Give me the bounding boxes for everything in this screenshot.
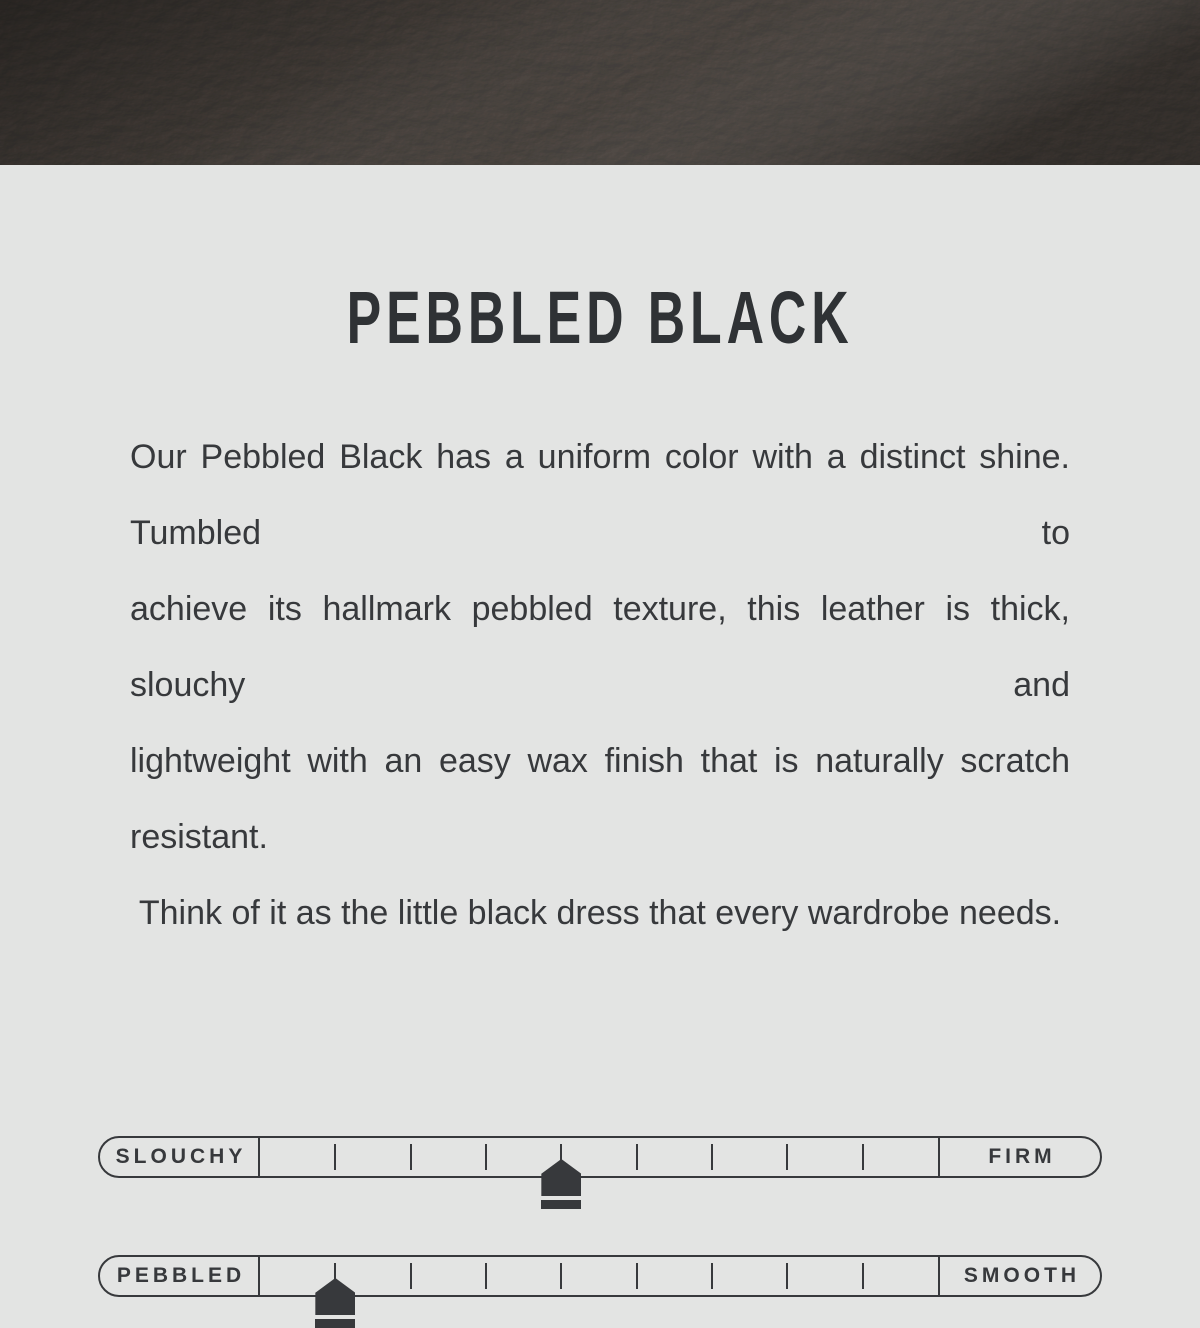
scale-right-label: SMOOTH: [938, 1257, 1100, 1295]
marker-head-icon: [541, 1159, 581, 1196]
tick-mark: [862, 1263, 864, 1289]
description-line: Our Pebbled Black has a uniform color with a distinct shine. Tumbled to: [130, 438, 1070, 552]
page-title-text: PEBBLED BLACK: [346, 276, 854, 359]
tick-mark: [485, 1263, 487, 1289]
tick-mark: [786, 1144, 788, 1170]
scale-bar: [98, 1255, 1102, 1297]
scale-left-label: PEBBLED: [100, 1257, 260, 1295]
scale-bar: [98, 1136, 1102, 1178]
tick-mark: [636, 1144, 638, 1170]
marker-base: [541, 1200, 581, 1209]
tick-mark: [862, 1144, 864, 1170]
leather-texture-graphic: [0, 0, 1200, 165]
scale-track: [260, 1138, 938, 1176]
leather-texture-image: [0, 0, 1200, 165]
page-title: [0, 276, 1200, 359]
scale-marker: [315, 1278, 355, 1328]
tick-mark: [410, 1144, 412, 1170]
tick-mark: [636, 1263, 638, 1289]
description: [130, 419, 1070, 951]
marker-head-icon: [315, 1278, 355, 1315]
scale-track: [260, 1257, 938, 1295]
description-line: lightweight with an easy wax finish that is naturally scratch resistant.: [130, 742, 1070, 856]
tick-mark: [485, 1144, 487, 1170]
tick-mark: [711, 1263, 713, 1289]
description-line: achieve its hallmark pebbled texture, this leather is thick, slouchy and: [130, 590, 1070, 704]
marker-base: [315, 1319, 355, 1328]
tick-mark: [410, 1263, 412, 1289]
scale-left-label: SLOUCHY: [100, 1138, 260, 1176]
slouchy-firm-scale: [98, 1136, 1102, 1178]
tick-mark: [560, 1263, 562, 1289]
tick-mark: [711, 1144, 713, 1170]
description-line: Think of it as the little black dress that every wardrobe needs.: [138, 894, 1062, 932]
tick-mark: [334, 1144, 336, 1170]
pebbled-smooth-scale: [98, 1255, 1102, 1297]
scale-right-label: FIRM: [938, 1138, 1100, 1176]
tick-mark: [786, 1263, 788, 1289]
scale-marker: [541, 1159, 581, 1209]
